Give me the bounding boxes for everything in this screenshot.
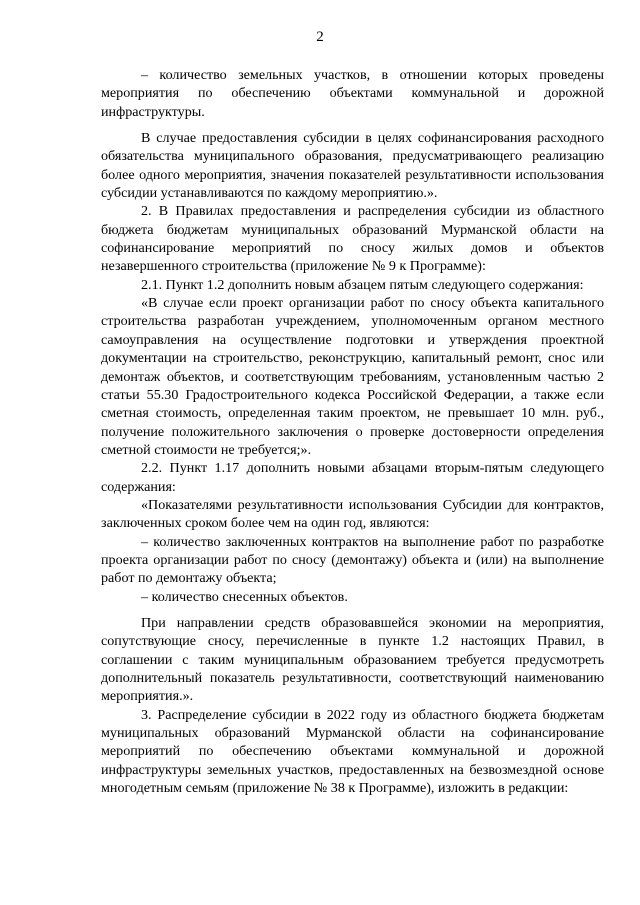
paragraph-indicators-intro: «Показателями результативности использования Субсидии для контрактов, заключенных сроком более чем на один год, являются:	[101, 496, 604, 532]
paragraph-section-2: 2. В Правилах предоставления и распределения субсидии из областного бюджета бюджетам муниципальных образований Мурманской области на софинансирование мероприятий по сносу жилых домов и объектов незавершенного строительства (приложение № 9 к Программе):	[101, 203, 604, 275]
paragraph-subsidy-indicators: В случае предоставления субсидии в целях софинансирования расходного обязательства муниципального образования, предусматривающего реализацию более одного мероприятия, значения показателей результативности использования субсидии устанавливаются по каждому мероприятию.».	[101, 130, 604, 202]
paragraph-savings-clause: При направлении средств образовавшейся экономии на мероприятия, сопутствующие сносу, перечисленные в пункте 1.2 настоящих Правил, в соглашении с таким муниципальным образованием требуется предусмотреть дополнительный показатель результативности, соответствующий наименованию мероприятия.».	[101, 614, 604, 705]
paragraph-section-2-1: 2.1. Пункт 1.2 дополнить новым абзацем пятым следующего содержания:	[141, 276, 584, 293]
paragraph-section-2-2: 2.2. Пункт 1.17 дополнить новыми абзацами вторым-пятым следующего содержания:	[101, 460, 604, 495]
paragraph-land-plots-count: – количество земельных участков, в отношении которых проведены мероприятия по обеспечению объектами коммунальной и дорожной инфраструктуры.	[101, 67, 604, 120]
page-number: 2	[316, 29, 324, 45]
document-body	[101, 66, 604, 797]
paragraph-quoted-clause-1-2: «В случае если проект организации работ по сносу объекта капитального строительства разработан учреждением, уполномоченным органом местного самоуправления на осуществление подготовки и утверждения проектной документации на строительство, реконструкцию, капитальный ремонт, снос или демонтаж объектов, и соответствующим требованиям, установленным частью 2 статьи 55.30 Градостроительного кодекса Российской Федерации, а также если сметная стоимость, определенная таким проектом, не превышает 10 млн. руб., получение положительного заключения о проверке достоверности определения сметной стоимости не требуется;».	[101, 295, 604, 458]
list-item-contracts-count: – количество заключенных контрактов на выполнение работ по разработке проекта организации работ по сносу (демонтажу) объекта и (или) на выполнение работ по демонтажу объекта;	[101, 533, 604, 587]
paragraph-section-3: 3. Распределение субсидии в 2022 году из областного бюджета бюджетам муниципальных образований Мурманской области на софинансирование мероприятий по обеспечению объектами коммунальной и дорожной инфраструктуры земельных участков, предоставленных на безвозмездной основе многодетным семьям (приложение № 38 к Программе), изложить в редакции:	[101, 706, 604, 797]
list-item-demolished-count: – количество снесенных объектов.	[141, 588, 348, 605]
